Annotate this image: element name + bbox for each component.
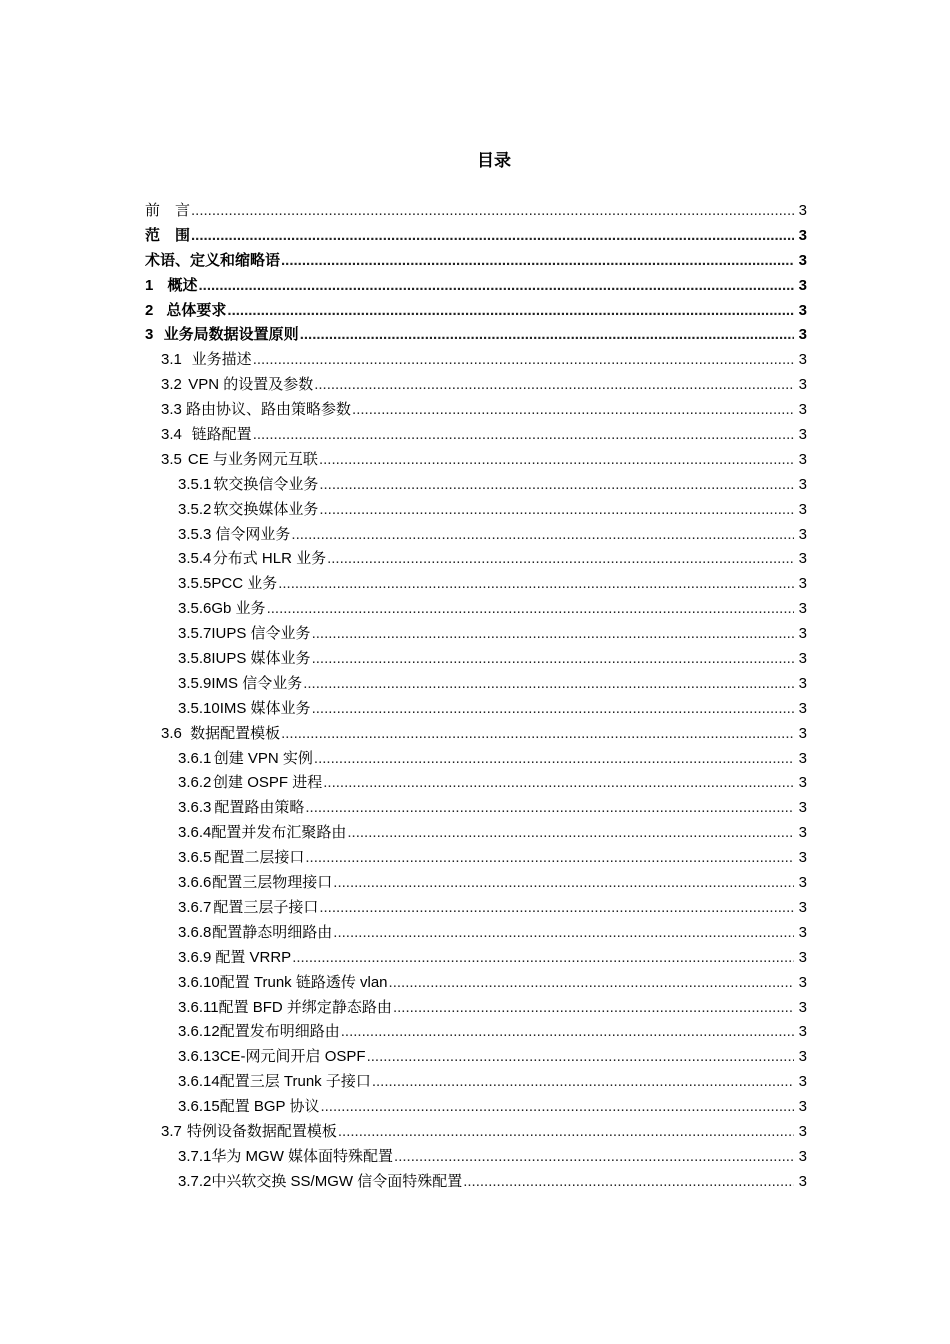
toc-entry-title: 业务描述 (191, 351, 252, 369)
toc-leader-dots (333, 921, 794, 946)
toc-leader-dots (319, 448, 794, 473)
toc-entry-title: 链路配置 (191, 426, 252, 444)
toc-entry[interactable] (145, 1145, 807, 1170)
toc-entry-number: 3.5.7 (178, 625, 212, 643)
toc-entry-number: 3.5 (161, 450, 182, 468)
toc-entry[interactable] (145, 896, 807, 921)
toc-entry[interactable] (145, 846, 807, 871)
toc-entry-number: 3.3 (161, 401, 182, 419)
toc-entry[interactable] (145, 249, 807, 274)
toc-leader-dots (323, 771, 794, 796)
toc-entry-page-number: 3 (798, 1172, 807, 1190)
toc-entry-number: 3.6.9 (178, 948, 212, 966)
toc-entry-page-number: 3 (798, 998, 807, 1016)
toc-entry-page-number: 3 (798, 376, 807, 394)
toc-entry[interactable] (145, 971, 807, 996)
toc-leader-dots (393, 996, 794, 1021)
toc-leader-dots (394, 1145, 794, 1170)
toc-entry-number: 3.6.13 (178, 1048, 220, 1066)
toc-leader-dots (253, 348, 794, 373)
toc-entry-number: 3.4 (161, 426, 182, 444)
toc-entry-number: 3.6.7 (178, 898, 212, 916)
toc-title: 目录 (477, 151, 511, 170)
toc-entry-title: 华为 MGW 媒体面特殊配置 (211, 1147, 394, 1165)
toc-leader-dots (227, 299, 794, 324)
toc-entry-title: 特例设备数据配置模板 (186, 1122, 337, 1140)
toc-entry-title: 配置 BGP 协议 (219, 1098, 320, 1116)
toc-entry[interactable] (145, 348, 807, 373)
toc-entry-title: IMS 信令业务 (211, 674, 303, 692)
toc-entry-page-number: 3 (798, 774, 807, 792)
toc-entry-title: PCC 业务 (211, 575, 278, 593)
toc-entry-page-number: 3 (798, 1023, 807, 1041)
toc-leader-dots (338, 1120, 794, 1145)
toc-entry-page-number: 3 (798, 500, 807, 518)
toc-entry-number: 3.6.6 (178, 874, 212, 892)
toc-entry[interactable] (145, 747, 807, 772)
toc-entry[interactable] (145, 1045, 807, 1070)
toc-entry[interactable] (145, 373, 807, 398)
toc-entry-title: CE 与业务网元互联 (187, 450, 318, 468)
toc-entry-title: 软交换信令业务 (213, 475, 319, 493)
toc-entry[interactable] (145, 224, 807, 249)
toc-leader-dots (191, 199, 794, 224)
toc-entry[interactable] (145, 996, 807, 1021)
toc-entry-number: 3.5.1 (178, 475, 212, 493)
toc-entry-page-number: 3 (798, 923, 807, 941)
toc-entry-page-number: 3 (798, 1147, 807, 1165)
toc-entry[interactable] (145, 722, 807, 747)
toc-entry-page-number: 3 (798, 724, 807, 742)
toc-entry-number: 3.7.2 (178, 1172, 212, 1190)
toc-entry-number: 3.5.6 (178, 600, 212, 618)
toc-entry-number: 2 (145, 301, 154, 319)
toc-entry-page-number: 3 (798, 550, 807, 568)
toc-entry-page-number: 3 (798, 600, 807, 618)
toc-entry-title: 创建 OSPF 进程 (213, 774, 323, 792)
toc-leader-dots (292, 946, 794, 971)
toc-entry-title: 配置二层接口 (214, 849, 305, 867)
toc-entry-number: 3.2 (161, 376, 182, 394)
toc-entry-number: 3.6 (161, 724, 182, 742)
toc-leader-dots (333, 871, 794, 896)
toc-entry[interactable] (145, 796, 807, 821)
toc-entry-page-number: 3 (798, 973, 807, 991)
toc-leader-dots (372, 1070, 794, 1095)
toc-entry-title: 业务局数据设置原则 (163, 326, 299, 344)
toc-entry-number: 3.5.9 (178, 674, 212, 692)
toc-leader-dots (341, 1020, 794, 1045)
toc-entry-title: 配置 VRRP (215, 948, 292, 966)
toc-entry-title: 配置发布明细路由 (219, 1023, 340, 1041)
toc-entry-page-number: 3 (798, 575, 807, 593)
toc-entry[interactable] (145, 597, 807, 622)
toc-entry-page-number: 3 (798, 351, 807, 369)
toc-entry[interactable] (145, 473, 807, 498)
toc-entry-title: CE-网元间开启 OSPF (219, 1048, 366, 1066)
toc-entry[interactable] (145, 572, 807, 597)
toc-entry-number: 3.6.3 (178, 799, 212, 817)
toc-entry-title: IUPS 媒体业务 (211, 650, 311, 668)
toc-entry-title: 中兴软交换 SS/MGW 信令面特殊配置 (211, 1172, 463, 1190)
toc-entry[interactable] (145, 921, 807, 946)
toc-leader-dots (253, 423, 794, 448)
toc-entry-page-number: 3 (798, 799, 807, 817)
toc-leader-dots (312, 647, 794, 672)
toc-entry-title: 配置路由策略 (214, 799, 305, 817)
toc-entry-page-number: 3 (798, 525, 807, 543)
toc-entry[interactable] (145, 323, 807, 348)
toc-entry-title: IMS 媒体业务 (219, 699, 311, 717)
toc-entry-number: 3.6.10 (178, 973, 220, 991)
toc-entry-page-number: 3 (798, 1073, 807, 1091)
toc-leader-dots (191, 224, 794, 249)
toc-entry-number: 3.7.1 (178, 1147, 212, 1165)
toc-entry-title: 术语、定义和缩略语 (145, 251, 281, 269)
toc-leader-dots (303, 672, 794, 697)
toc-entry-number: 3.5.2 (178, 500, 212, 518)
toc-entry-page-number: 3 (798, 475, 807, 493)
toc-entry-page-number: 3 (798, 450, 807, 468)
toc-entry-number: 3.6.12 (178, 1023, 220, 1041)
toc-entry-page-number: 3 (798, 226, 807, 244)
toc-entry-number: 3.5.3 (178, 525, 212, 543)
toc-leader-dots (291, 523, 794, 548)
toc-entry-number: 3.6.11 (178, 998, 219, 1016)
toc-entry[interactable] (145, 1070, 807, 1095)
toc-leader-dots (463, 1170, 794, 1195)
toc-leader-dots (319, 896, 794, 921)
toc-leader-dots (305, 846, 794, 871)
toc-leader-dots (281, 722, 794, 747)
toc-entry-title: 配置 Trunk 链路透传 vlan (219, 973, 388, 991)
toc-entry-title: 配置静态明细路由 (212, 923, 333, 941)
toc-entry-number: 3.1 (161, 351, 182, 369)
toc-entry-title: 分布式 HLR 业务 (212, 550, 327, 568)
toc-leader-dots (389, 971, 794, 996)
toc-entry-title: 配置三层子接口 (213, 898, 319, 916)
toc-entry[interactable] (145, 622, 807, 647)
toc-entry-title: 软交换媒体业务 (213, 500, 319, 518)
toc-entry[interactable] (145, 274, 807, 299)
toc-entry-page-number: 3 (798, 426, 807, 444)
toc-entry-title: 总体要求 (166, 301, 227, 319)
toc-entry[interactable] (145, 523, 807, 548)
toc-leader-dots (319, 473, 794, 498)
toc-entry-page-number: 3 (798, 1122, 807, 1140)
toc-entry-title: Gb 业务 (211, 600, 266, 618)
toc-entry-page-number: 3 (798, 276, 807, 294)
toc-entry[interactable] (145, 871, 807, 896)
toc-entry-title: 路由协议、路由策略参数 (186, 401, 352, 419)
toc-leader-dots (305, 796, 794, 821)
toc-entry[interactable] (145, 1120, 807, 1145)
toc-leader-dots (300, 323, 794, 348)
toc-entry-page-number: 3 (798, 202, 807, 219)
toc-leader-dots (347, 821, 794, 846)
toc-entry[interactable] (145, 547, 807, 572)
toc-entry[interactable] (145, 423, 807, 448)
toc-entry-number: 3.6.1 (178, 749, 212, 767)
toc-leader-dots (281, 249, 794, 274)
toc-entry-number: 3.5.10 (178, 699, 220, 717)
toc-leader-dots (367, 1045, 794, 1070)
toc-entry-page-number: 3 (798, 251, 807, 269)
toc-entry-number: 1 (145, 276, 154, 294)
toc-entry-number: 3.6.2 (178, 774, 212, 792)
toc-entry-title: 范 围 (145, 226, 191, 244)
toc-entry-page-number: 3 (798, 625, 807, 643)
toc-leader-dots (314, 373, 794, 398)
toc-entry[interactable] (145, 1095, 807, 1120)
toc-entry-title: 前 言 (145, 202, 191, 219)
toc-entry[interactable] (145, 821, 807, 846)
toc-entry[interactable] (145, 672, 807, 697)
toc-entry-page-number: 3 (798, 401, 807, 419)
toc-entry-title: VPN 的设置及参数 (188, 376, 314, 394)
toc-entry-title: 创建 VPN 实例 (213, 749, 313, 767)
toc-leader-dots (312, 697, 794, 722)
toc-entry-number: 3.6.5 (178, 849, 212, 867)
toc-entry-number: 3 (145, 326, 154, 344)
toc-entry[interactable] (145, 1170, 807, 1195)
toc-entry-number: 3.7 (161, 1122, 182, 1140)
toc-entry-title: 概述 (167, 276, 198, 294)
toc-leader-dots (327, 547, 794, 572)
toc-entry-title: IUPS 信令业务 (211, 625, 311, 643)
toc-entry-page-number: 3 (798, 898, 807, 916)
toc-leader-dots (278, 572, 794, 597)
toc-entry[interactable] (145, 771, 807, 796)
toc-entry-number: 3.6.14 (178, 1073, 220, 1091)
toc-entry-title: 配置并发布汇聚路由 (211, 824, 347, 842)
toc-entry-number: 3.5.5 (178, 575, 212, 593)
toc-entry[interactable] (145, 1020, 807, 1045)
toc-entry[interactable] (145, 448, 807, 473)
toc-entry-title: 配置三层 Trunk 子接口 (219, 1073, 371, 1091)
toc-entry[interactable] (145, 697, 807, 722)
toc-entry-number: 3.5.4 (178, 550, 212, 568)
toc-entry[interactable] (145, 498, 807, 523)
toc-entry-page-number: 3 (798, 699, 807, 717)
toc-entry-page-number: 3 (798, 650, 807, 668)
toc-entry-number: 3.6.8 (178, 923, 212, 941)
toc-leader-dots (267, 597, 794, 622)
toc-entry-page-number: 3 (798, 824, 807, 842)
toc-entry-page-number: 3 (798, 948, 807, 966)
toc-leader-dots (352, 398, 794, 423)
toc-leader-dots (199, 274, 795, 299)
table-of-contents (145, 199, 807, 1195)
toc-entry-title: 配置 BFD 并绑定静态路由 (218, 998, 392, 1016)
toc-entry-number: 3.6.4 (178, 824, 212, 842)
toc-entry-page-number: 3 (798, 674, 807, 692)
toc-entry-page-number: 3 (798, 849, 807, 867)
toc-entry-page-number: 3 (798, 326, 807, 344)
toc-entry-number: 3.5.8 (178, 650, 212, 668)
toc-entry[interactable] (145, 299, 807, 324)
toc-entry[interactable] (145, 199, 807, 224)
toc-entry-title: 数据配置模板 (190, 724, 281, 742)
toc-entry[interactable] (145, 398, 807, 423)
toc-entry-page-number: 3 (798, 301, 807, 319)
toc-entry[interactable] (145, 946, 807, 971)
toc-entry-page-number: 3 (798, 874, 807, 892)
toc-leader-dots (312, 622, 794, 647)
toc-leader-dots (319, 498, 794, 523)
toc-entry-title: 信令网业务 (215, 525, 291, 543)
toc-entry-page-number: 3 (798, 1048, 807, 1066)
toc-entry-number: 3.6.15 (178, 1098, 220, 1116)
toc-entry[interactable] (145, 647, 807, 672)
toc-entry-title: 配置三层物理接口 (212, 874, 333, 892)
toc-leader-dots (314, 747, 794, 772)
toc-entry-page-number: 3 (798, 749, 807, 767)
toc-leader-dots (320, 1095, 794, 1120)
toc-entry-page-number: 3 (798, 1098, 807, 1116)
